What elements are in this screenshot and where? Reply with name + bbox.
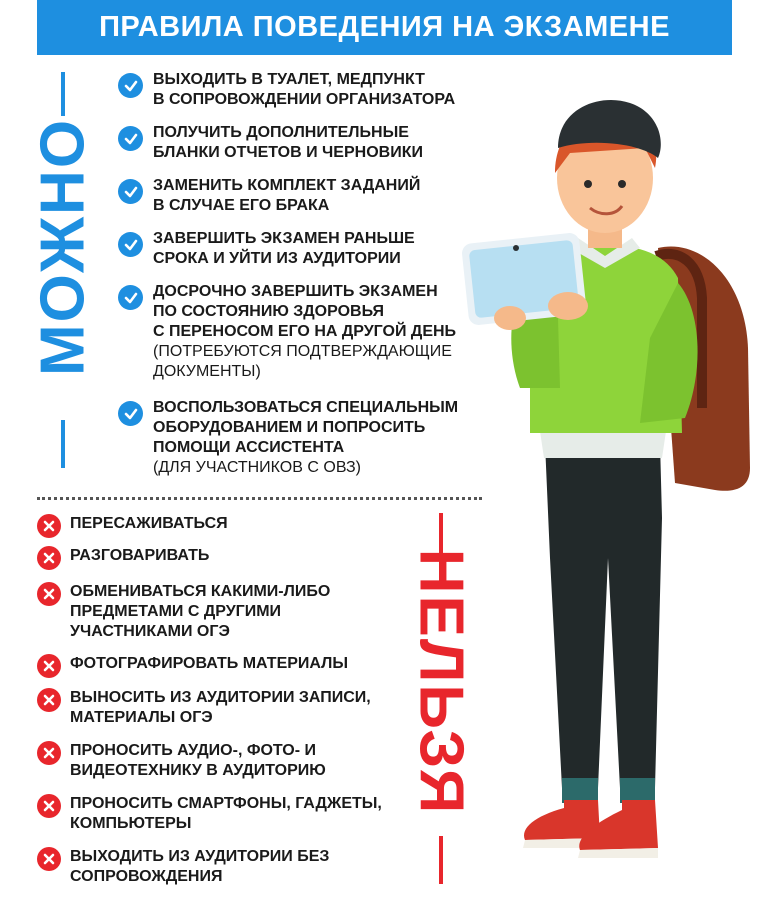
allowed-item xyxy=(118,282,456,382)
page-title: ПРАВИЛА ПОВЕДЕНИЯ НА ЭКЗАМЕНЕ xyxy=(99,11,670,43)
allowed-item-text: ВОСПОЛЬЗОВАТЬСЯ СПЕЦИАЛЬНЫМ ОБОРУДОВАНИЕМ И ПОПРОСИТЬ ПОМОЩИ АССИСТЕНТА xyxy=(153,399,459,456)
allowed-item-text: ПОЛУЧИТЬ ДОПОЛНИТЕЛЬНЫЕ БЛАНКИ ОТЧЕТОВ И ЧЕРНОВИКИ xyxy=(153,124,423,161)
forbidden-item xyxy=(37,794,382,834)
allowed-item xyxy=(118,229,415,269)
forbidden-item-text: ВЫХОДИТЬ ИЗ АУДИТОРИИ БЕЗ СОПРОВОЖДЕНИЯ xyxy=(70,848,330,885)
check-circle-icon xyxy=(118,126,143,151)
forbidden-label-line-bottom xyxy=(439,836,443,884)
cross-circle-icon xyxy=(37,794,61,818)
section-divider xyxy=(37,497,482,500)
check-circle-icon xyxy=(118,73,143,98)
check-circle-icon xyxy=(118,179,143,204)
cross-circle-icon xyxy=(37,741,61,765)
cross-circle-icon xyxy=(37,546,61,570)
cross-circle-icon xyxy=(37,582,61,606)
allowed-item-note: (ДЛЯ УЧАСТНИКОВ С ОВЗ) xyxy=(153,459,361,476)
student-illustration xyxy=(450,88,768,914)
forbidden-side-label: НЕЛЬЗЯ xyxy=(406,548,476,816)
check-circle-icon xyxy=(118,232,143,257)
allowed-side-label: МОЖНО xyxy=(28,117,98,377)
forbidden-item-text: ПРОНОСИТЬ АУДИО-, ФОТО- И ВИДЕОТЕХНИКУ В АУДИТОРИЮ xyxy=(70,742,326,779)
cross-circle-icon xyxy=(37,654,61,678)
allowed-item-text: ВЫХОДИТЬ В ТУАЛЕТ, МЕДПУНКТ В СОПРОВОЖДЕНИИ ОРГАНИЗАТОРА xyxy=(153,71,456,108)
allowed-item-text: ЗАМЕНИТЬ КОМПЛЕКТ ЗАДАНИЙ В СЛУЧАЕ ЕГО БРАКА xyxy=(153,177,421,214)
forbidden-item xyxy=(37,688,371,728)
forbidden-item-text: ФОТОГРАФИРОВАТЬ МАТЕРИАЛЫ xyxy=(70,655,349,672)
check-circle-icon xyxy=(118,401,143,426)
cross-circle-icon xyxy=(37,514,61,538)
forbidden-item xyxy=(37,546,209,570)
allowed-item xyxy=(118,176,420,216)
pants xyxy=(545,443,662,788)
forbidden-item xyxy=(37,582,330,642)
allowed-item xyxy=(118,70,455,110)
allowed-item xyxy=(118,398,458,478)
forbidden-item xyxy=(37,514,228,538)
allowed-item-note: (ПОТРЕБУЮТСЯ ПОДТВЕРЖДАЮЩИЕ ДОКУМЕНТЫ) xyxy=(153,343,452,380)
title-banner xyxy=(37,0,732,55)
allowed-item-text: ДОСРОЧНО ЗАВЕРШИТЬ ЭКЗАМЕН ПО СОСТОЯНИЮ ЗДОРОВЬЯ С ПЕРЕНОСОМ ЕГО НА ДРУГОЙ ДЕНЬ xyxy=(153,283,457,340)
allowed-label-line-bottom xyxy=(61,420,65,468)
forbidden-item xyxy=(37,654,348,678)
forbidden-item xyxy=(37,741,326,781)
check-circle-icon xyxy=(118,285,143,310)
forbidden-item-text: ОБМЕНИВАТЬСЯ КАКИМИ-ЛИБО ПРЕДМЕТАМИ С ДРУГИМИ УЧАСТНИКАМИ ОГЭ xyxy=(70,583,331,640)
allowed-label-line-top xyxy=(61,72,65,116)
allowed-item-text: ЗАВЕРШИТЬ ЭКЗАМЕН РАНЬШЕ СРОКА И УЙТИ ИЗ АУДИТОРИИ xyxy=(153,230,415,267)
forbidden-item-text: РАЗГОВАРИВАТЬ xyxy=(70,547,210,564)
allowed-item xyxy=(118,123,423,163)
forbidden-item-text: ПРОНОСИТЬ СМАРТФОНЫ, ГАДЖЕТЫ, КОМПЬЮТЕРЫ xyxy=(70,795,382,832)
cross-circle-icon xyxy=(37,847,61,871)
cross-circle-icon xyxy=(37,688,61,712)
forbidden-item-text: ВЫНОСИТЬ ИЗ АУДИТОРИИ ЗАПИСИ, МАТЕРИАЛЫ ОГЭ xyxy=(70,689,371,726)
forbidden-item xyxy=(37,847,329,887)
forbidden-item-text: ПЕРЕСАЖИВАТЬСЯ xyxy=(70,515,228,532)
